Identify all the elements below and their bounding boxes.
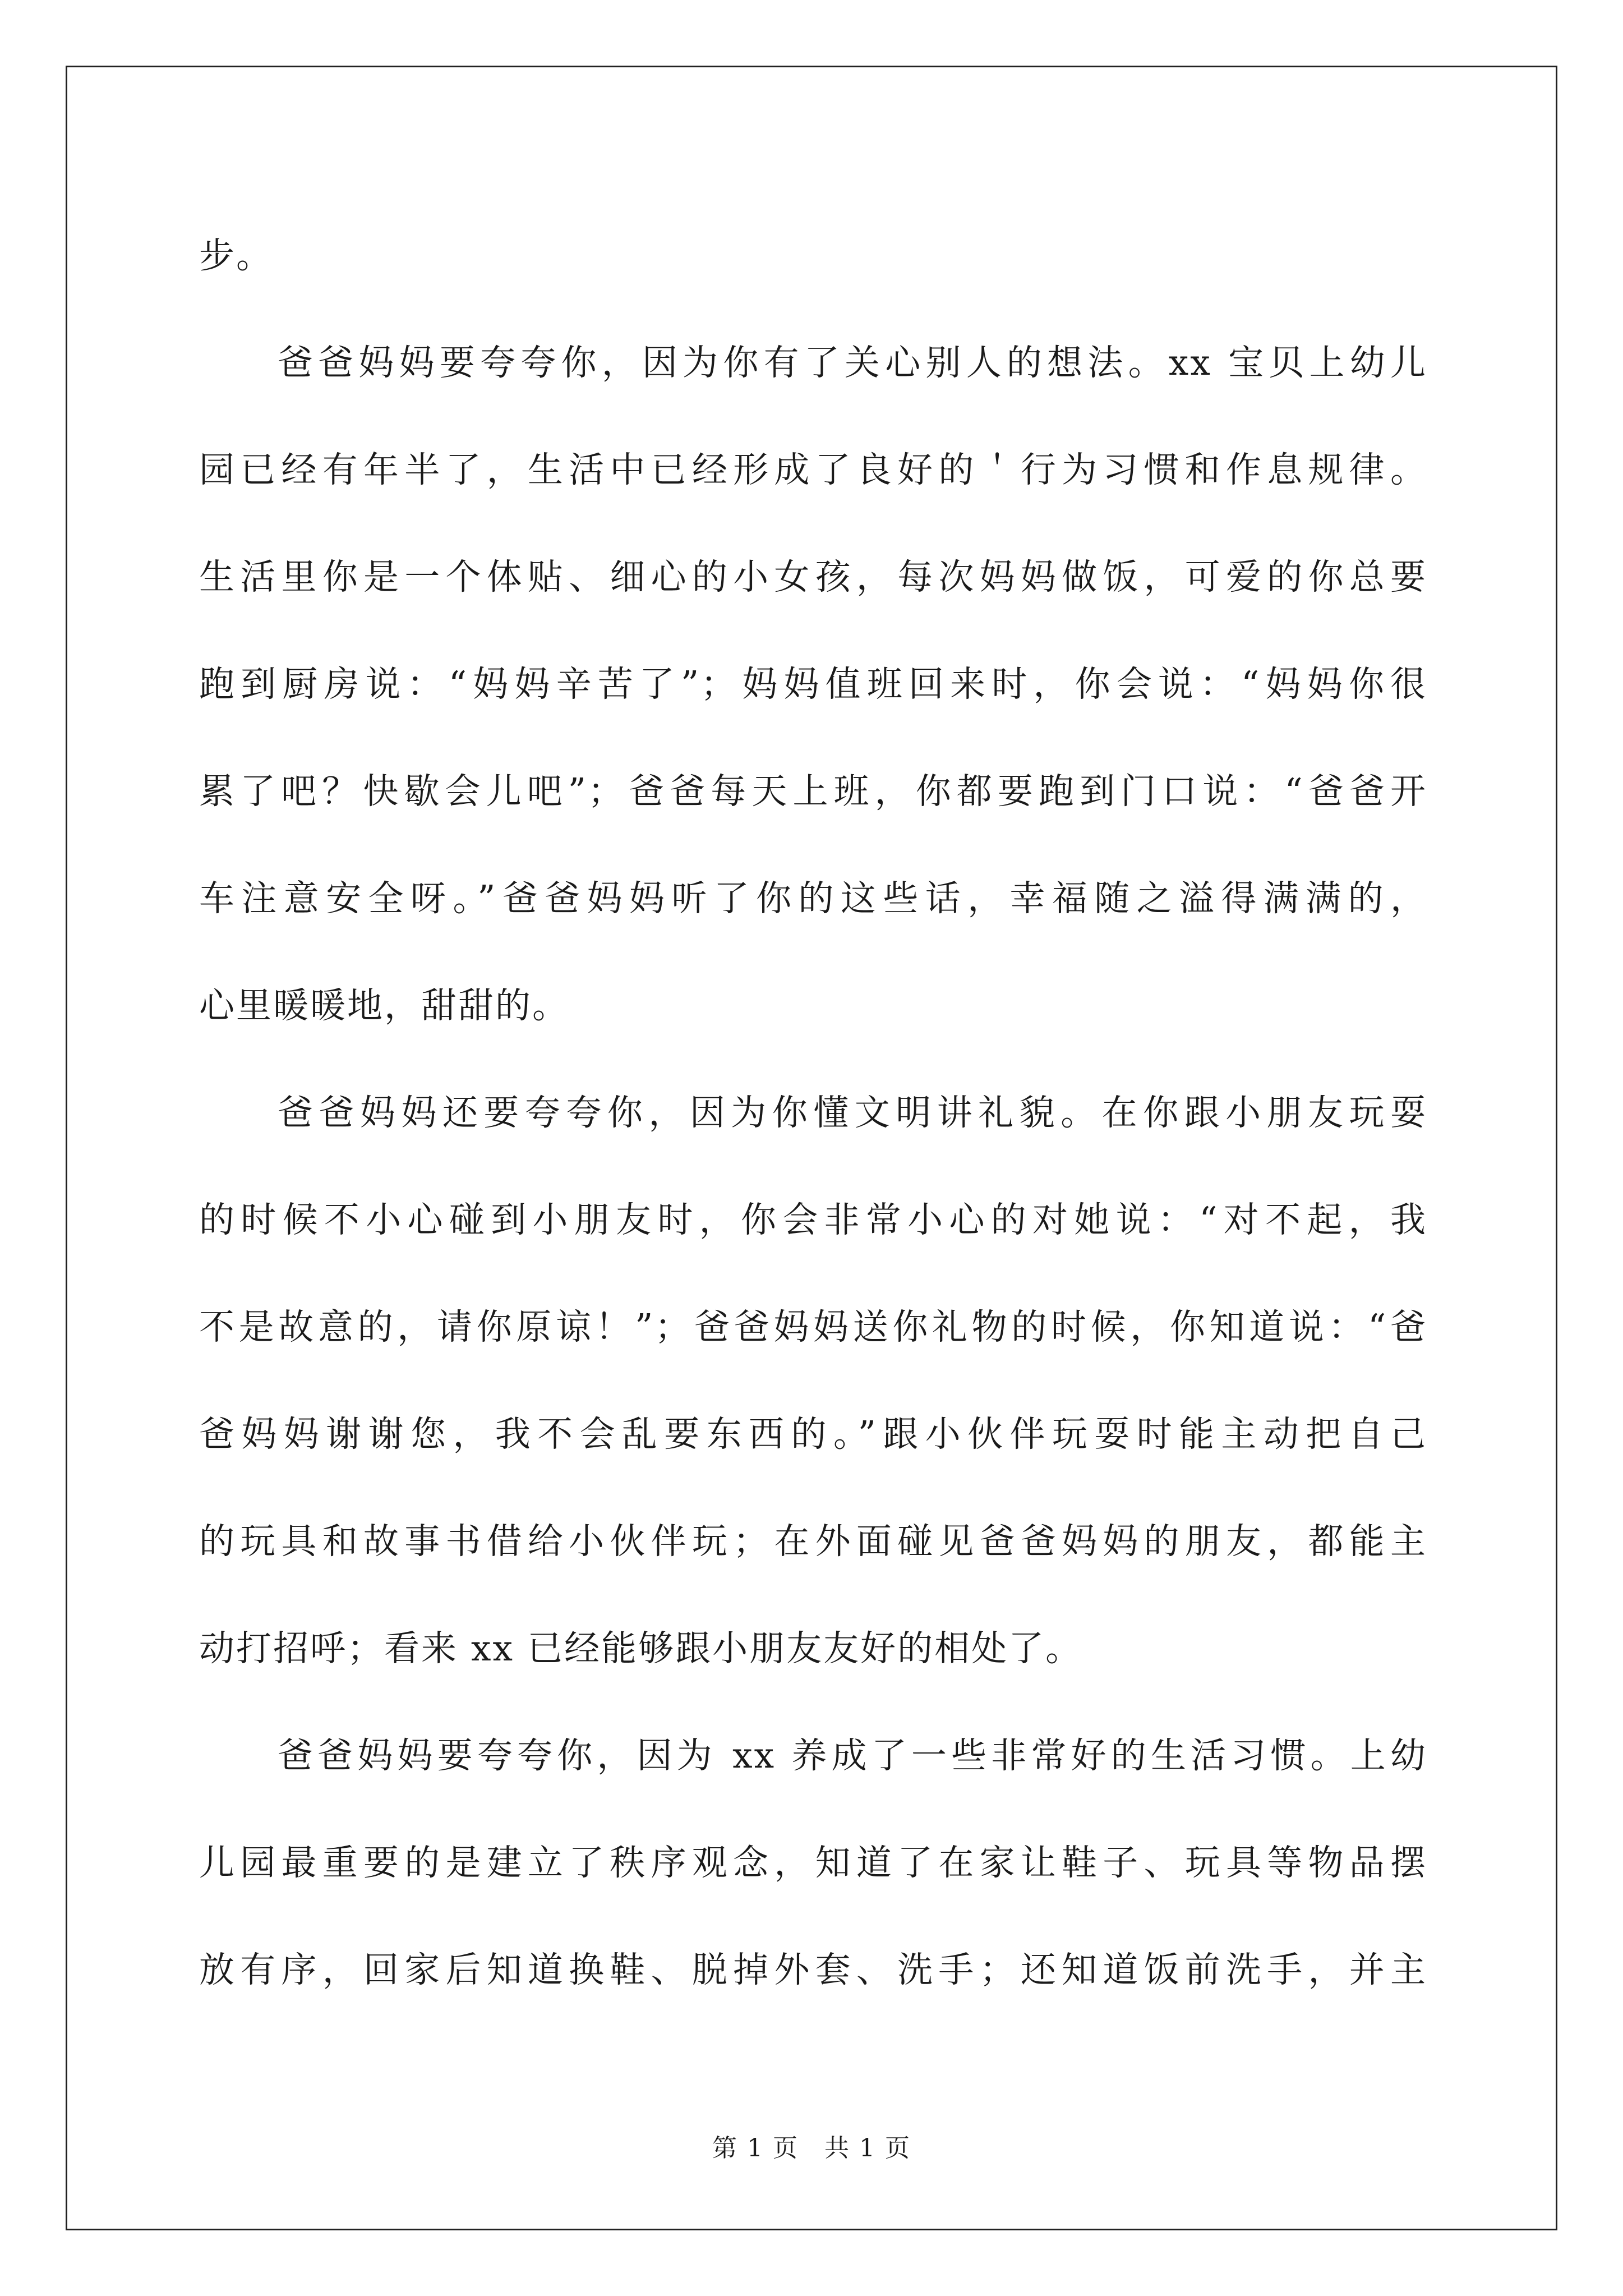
text-line: 放有序，回家后知道换鞋、脱掉外套、洗手；还知道饭前洗手，并主 xyxy=(199,1949,1427,1990)
text-line: 园已经有年半了，生活中已经形成了良好的＇行为习惯和作息规律。 xyxy=(199,449,1427,490)
page-number-footer: 第 1 页 共 1 页 xyxy=(712,2134,911,2162)
text-line: 爸爸妈妈要夸夸你，因为你有了关心别人的想法。xx 宝贝上幼儿 xyxy=(278,342,1427,383)
text-line: 累了吧？快歇会儿吧”；爸爸每天上班，你都要跑到门口说：“爸爸开 xyxy=(199,771,1427,812)
text-line: 跑到厨房说：“妈妈辛苦了”；妈妈值班回来时，你会说：“妈妈你很 xyxy=(199,664,1427,705)
text-line: 的时候不小心碰到小朋友时，你会非常小心的对她说：“对不起，我 xyxy=(199,1199,1427,1240)
text-line: 爸爸妈妈还要夸夸你，因为你懂文明讲礼貌。在你跟小朋友玩耍 xyxy=(278,1092,1427,1133)
document-body xyxy=(199,202,1427,2023)
text-line: 不是故意的，请你原谅！”；爸爸妈妈送你礼物的时候，你知道说：“爸 xyxy=(199,1306,1427,1347)
text-line: 动打招呼；看来 xx 已经能够跟小朋友友好的相处了。 xyxy=(199,1628,1083,1669)
text-line: 车注意安全呀。”爸爸妈妈听了你的这些话，幸福随之溢得满满的， xyxy=(199,878,1427,919)
text-line: 生活里你是一个体贴、细心的小女孩，每次妈妈做饭，可爱的你总要 xyxy=(199,556,1427,597)
text-line: 步。 xyxy=(199,235,273,276)
text-line: 爸妈妈谢谢您，我不会乱要东西的。”跟小伙伴玩耍时能主动把自己 xyxy=(199,1414,1427,1455)
text-line: 的玩具和故事书借给小伙伴玩；在外面碰见爸爸妈妈的朋友，都能主 xyxy=(199,1521,1427,1562)
text-line: 心里暖暖地，甜甜的。 xyxy=(199,985,569,1026)
text-line: 爸爸妈妈要夸夸你，因为 xx 养成了一些非常好的生活习惯。上幼 xyxy=(278,1735,1427,1776)
text-line: 儿园最重要的是建立了秩序观念，知道了在家让鞋子、玩具等物品摆 xyxy=(199,1842,1427,1883)
